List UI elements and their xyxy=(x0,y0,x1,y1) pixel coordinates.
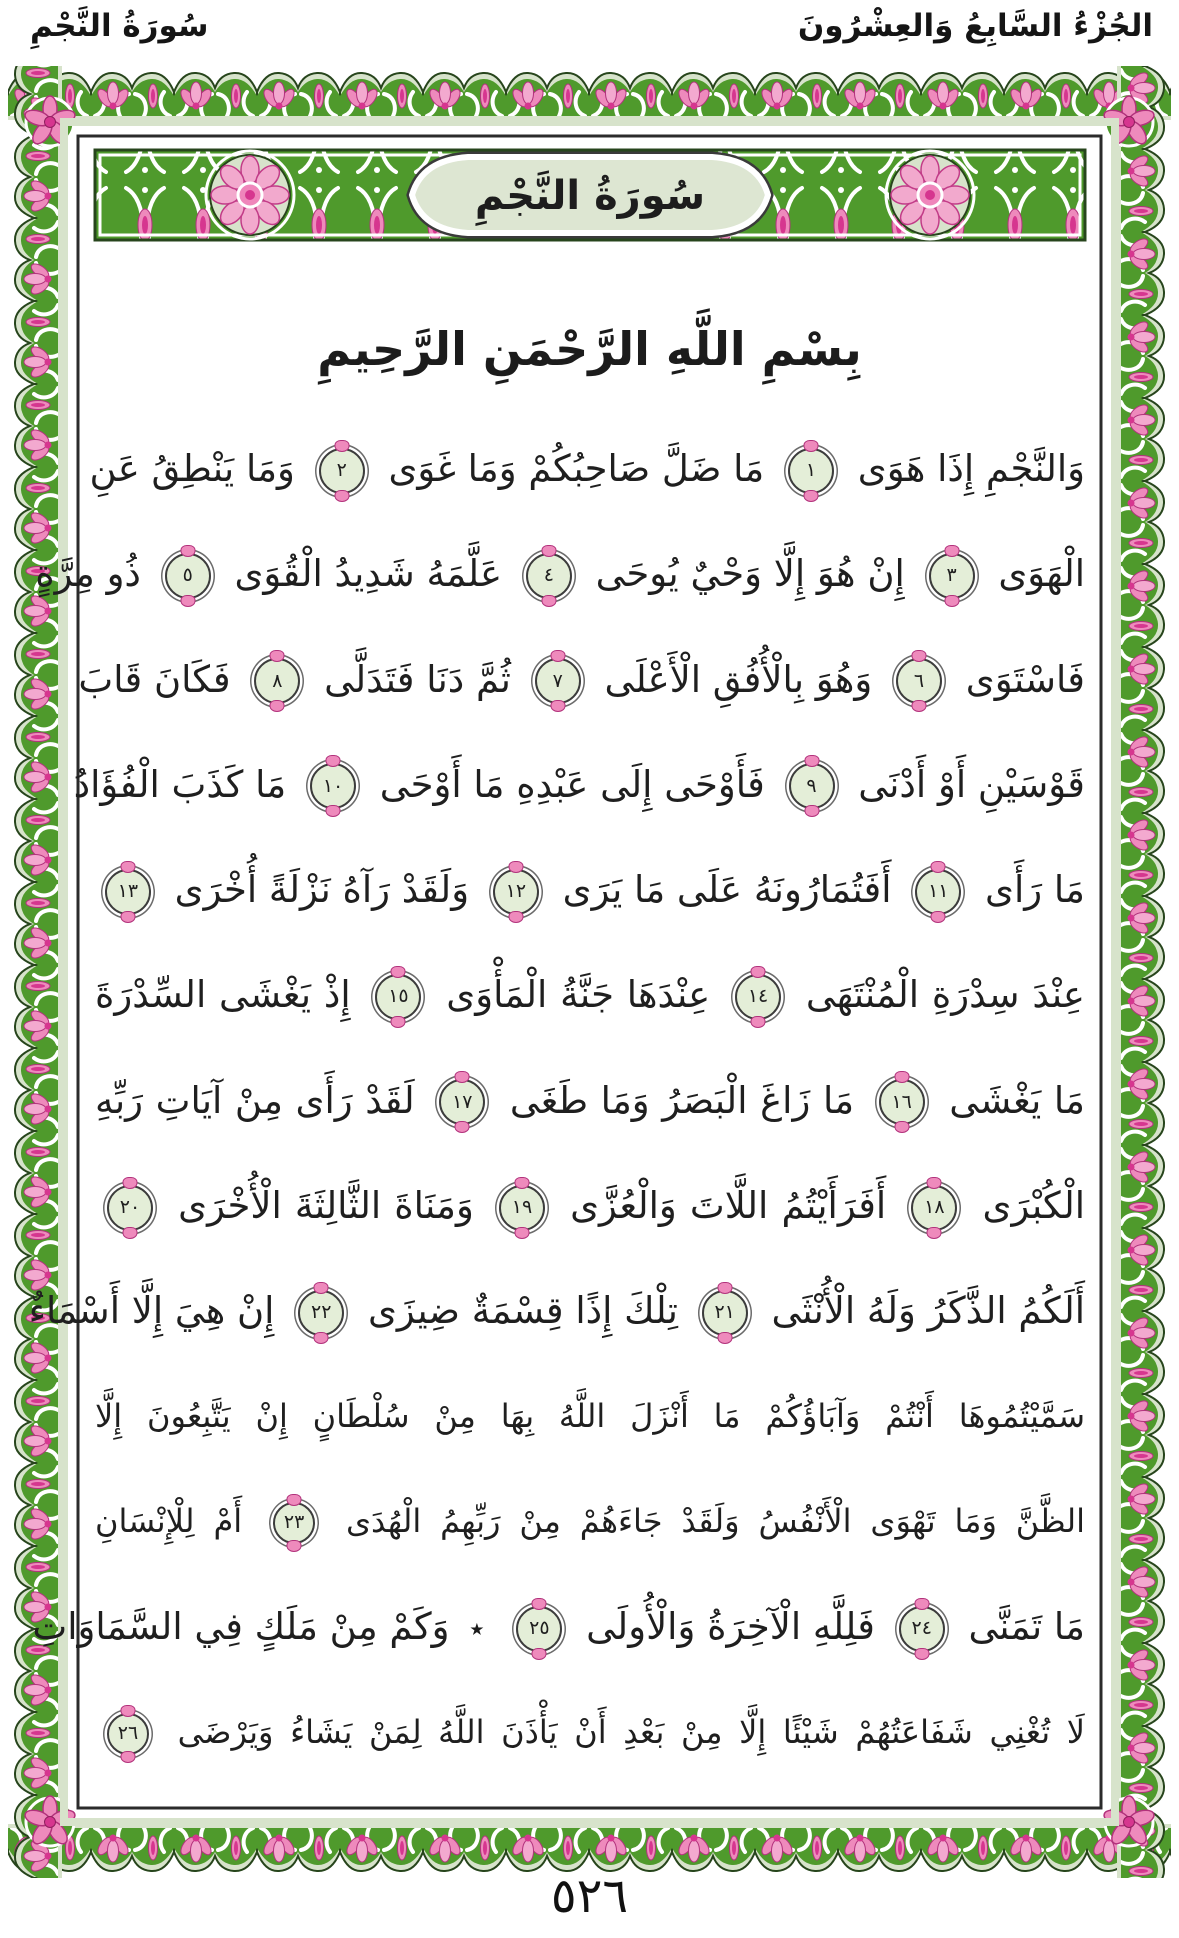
aya-marker xyxy=(896,658,942,704)
aya-number: ١٨ xyxy=(924,1196,945,1219)
verse-text: الْهَوَى xyxy=(998,552,1085,596)
verse-text: عَلَّمَهُ شَدِيدُ الْقُوَى xyxy=(234,552,503,596)
aya-marker xyxy=(165,553,211,599)
aya-number: ٩ xyxy=(806,774,817,797)
verse-text: وَمَنَاةَ الثَّالِثَةَ الْأُخْرَى xyxy=(178,1184,474,1228)
rub-el-hizb-star-icon: ٭ xyxy=(469,1612,485,1646)
verse-text: أَلَكُمُ الذَّكَرُ وَلَهُ الْأُنْثَى xyxy=(771,1289,1085,1333)
quran-line xyxy=(35,521,1085,626)
aya-number: ١٧ xyxy=(452,1090,473,1113)
bismillah: بِسْمِ اللَّهِ الرَّحْمَنِ الرَّحِيمِ xyxy=(317,322,862,376)
aya-number: ١٥ xyxy=(388,985,409,1008)
aya-marker xyxy=(789,763,835,809)
aya-marker xyxy=(702,1290,748,1336)
quran-line xyxy=(32,1574,1085,1679)
aya-marker xyxy=(273,1502,315,1544)
quran-line xyxy=(95,837,1085,942)
aya-number: ٢٤ xyxy=(911,1617,932,1640)
verse-text: مَا ضَلَّ صَاحِبُكُمْ وَمَا غَوَى xyxy=(388,447,765,490)
quran-line xyxy=(95,1469,1085,1574)
quran-line xyxy=(95,1048,1085,1153)
aya-marker xyxy=(439,1079,485,1125)
verse-text: سَمَّيْتُمُوهَا أَنْتُمْ وَآبَاؤُكُمْ مَا أَنْزَلَ اللَّهُ بِهَا مِنْ سُلْطَانٍ إِنْ يَتَّبِعُونَ إِلَّا xyxy=(95,1396,1085,1435)
verse-text: أَمْ لِلْإِنْسَانِ xyxy=(95,1501,243,1540)
aya-marker xyxy=(879,1079,925,1125)
verse-text: ذُو مِرَّةٍ xyxy=(35,552,141,596)
aya-marker xyxy=(899,1606,945,1652)
aya-number: ٢ xyxy=(336,459,347,481)
aya-number: ٤ xyxy=(543,564,554,587)
verse-text: ثُمَّ دَنَا فَتَدَلَّى xyxy=(324,657,511,701)
aya-marker xyxy=(493,869,539,915)
aya-number: ٢٦ xyxy=(117,1722,139,1745)
aya-number: ٢١ xyxy=(714,1301,735,1324)
verse-text: عِنْدَ سِدْرَةِ الْمُنْتَهَى xyxy=(805,973,1085,1017)
verse-text: وَمَا يَنْطِقُ عَنِ xyxy=(89,447,295,490)
aya-number: ١١ xyxy=(928,880,949,903)
quran-line xyxy=(28,1258,1085,1363)
verse-text: أَفَتُمَارُونَهُ عَلَى مَا يَرَى xyxy=(562,868,892,912)
verse-text: الظَّنَّ وَمَا تَهْوَى الْأَنْفُسُ وَلَقَدْ جَاءَهُمْ مِنْ رَبِّهِمُ الْهُدَى xyxy=(345,1501,1086,1540)
verse-text: فَأَوْحَى إِلَى عَبْدِهِ مَا أَوْحَى xyxy=(379,762,765,806)
aya-marker xyxy=(105,869,151,915)
surah-title-cartouche: سُورَةُ النَّجْمِ xyxy=(474,173,706,219)
aya-marker xyxy=(254,658,300,704)
quran-line xyxy=(95,1364,1085,1469)
quran-line xyxy=(95,1680,1085,1785)
verse-text: وَالنَّجْمِ إِذَا هَوَى xyxy=(857,447,1085,490)
aya-number: ١٠ xyxy=(322,774,344,797)
aya-number: ٧ xyxy=(552,669,563,692)
verse-text: عِنْدَهَا جَنَّةُ الْمَأْوَى xyxy=(446,973,711,1017)
aya-marker xyxy=(319,448,365,494)
aya-number: ١٤ xyxy=(747,985,769,1008)
aya-marker xyxy=(526,553,572,599)
aya-marker xyxy=(310,763,356,809)
quran-line xyxy=(95,942,1085,1047)
aya-number: ٨ xyxy=(272,669,283,692)
aya-number: ٢٣ xyxy=(283,1511,305,1534)
aya-marker xyxy=(535,658,581,704)
aya-number: ١٦ xyxy=(891,1090,912,1113)
aya-marker xyxy=(499,1185,545,1231)
aya-number: ٥ xyxy=(182,564,193,587)
aya-marker xyxy=(107,1185,153,1231)
verse-text: وَكَمْ مِنْ مَلَكٍ فِي السَّمَاوَاتِ xyxy=(32,1605,450,1649)
verse-text: مَا يَغْشَى xyxy=(949,1078,1086,1122)
verse-text: مَا تَمَنَّى xyxy=(968,1605,1085,1649)
verse-text: الْكُبْرَى xyxy=(982,1184,1086,1228)
aya-number: ١٢ xyxy=(505,880,527,903)
aya-number: ١٣ xyxy=(117,880,139,903)
verse-text: مَا زَاغَ الْبَصَرُ وَمَا طَغَى xyxy=(509,1078,855,1122)
verse-text: تِلْكَ إِذًا قِسْمَةٌ ضِيزَى xyxy=(367,1289,678,1333)
aya-marker xyxy=(735,974,781,1020)
quran-line xyxy=(95,1153,1085,1258)
aya-marker xyxy=(375,974,421,1020)
quran-line xyxy=(78,627,1085,732)
verse-text: لَقَدْ رَأَى مِنْ آيَاتِ رَبِّهِ xyxy=(95,1078,415,1122)
aya-number: ٢٠ xyxy=(119,1196,141,1219)
aya-marker xyxy=(788,448,834,494)
verse-text: إِنْ هُوَ إِلَّا وَحْيٌ يُوحَى xyxy=(595,552,905,596)
verse-text: إِذْ يَغْشَى السِّدْرَةَ xyxy=(95,973,351,1017)
verse-text: فَاسْتَوَى xyxy=(965,657,1085,701)
verse-text: قَوْسَيْنِ أَوْ أَدْنَى xyxy=(858,762,1085,806)
aya-marker xyxy=(915,869,961,915)
aya-number: ٢٥ xyxy=(529,1617,550,1640)
quran-text-block xyxy=(28,416,1086,1785)
verse-text: إِنْ هِيَ إِلَّا أَسْمَاءٌ xyxy=(28,1289,275,1333)
verse-text: وَلَقَدْ رَآهُ نَزْلَةً أُخْرَى xyxy=(174,868,470,912)
verse-text: لَا تُغْنِي شَفَاعَتُهُمْ شَيْئًا إِلَّا مِنْ بَعْدِ أَنْ يَأْذَنَ اللَّهُ لِمَنْ يَشَاءُ وَيَرْضَى xyxy=(177,1712,1086,1751)
aya-marker xyxy=(107,1713,149,1755)
aya-number: ٦ xyxy=(913,669,925,692)
juz-header: الجُزْءُ السَّابِعُ وَالعِشْرُونَ xyxy=(797,8,1153,44)
verse-text: مَا رَأَى xyxy=(985,868,1085,912)
verse-text: فَلِلَّهِ الْآخِرَةُ وَالْأُولَى xyxy=(586,1605,875,1649)
verse-text: مَا كَذَبَ الْفُؤَادُ xyxy=(73,762,287,806)
quran-line xyxy=(89,416,1085,521)
aya-marker xyxy=(929,553,975,599)
verse-text: وَهُوَ بِالْأُفُقِ الْأَعْلَى xyxy=(604,657,873,701)
aya-number: ١٩ xyxy=(511,1196,533,1219)
aya-marker xyxy=(516,1606,562,1652)
aya-number: ٣ xyxy=(946,564,957,587)
quran-line xyxy=(73,732,1085,837)
verse-text: أَفَرَأَيْتُمُ اللَّاتَ وَالْعُزَّى xyxy=(570,1184,887,1228)
surah-header: سُورَةُ النَّجْمِ xyxy=(30,8,209,44)
verse-text: فَكَانَ قَابَ xyxy=(78,657,231,701)
aya-number: ٢٢ xyxy=(311,1301,332,1324)
aya-number: ١ xyxy=(805,459,817,481)
page-number: ٥٢٦ xyxy=(550,1868,629,1924)
aya-marker xyxy=(298,1290,344,1336)
aya-marker xyxy=(911,1185,957,1231)
